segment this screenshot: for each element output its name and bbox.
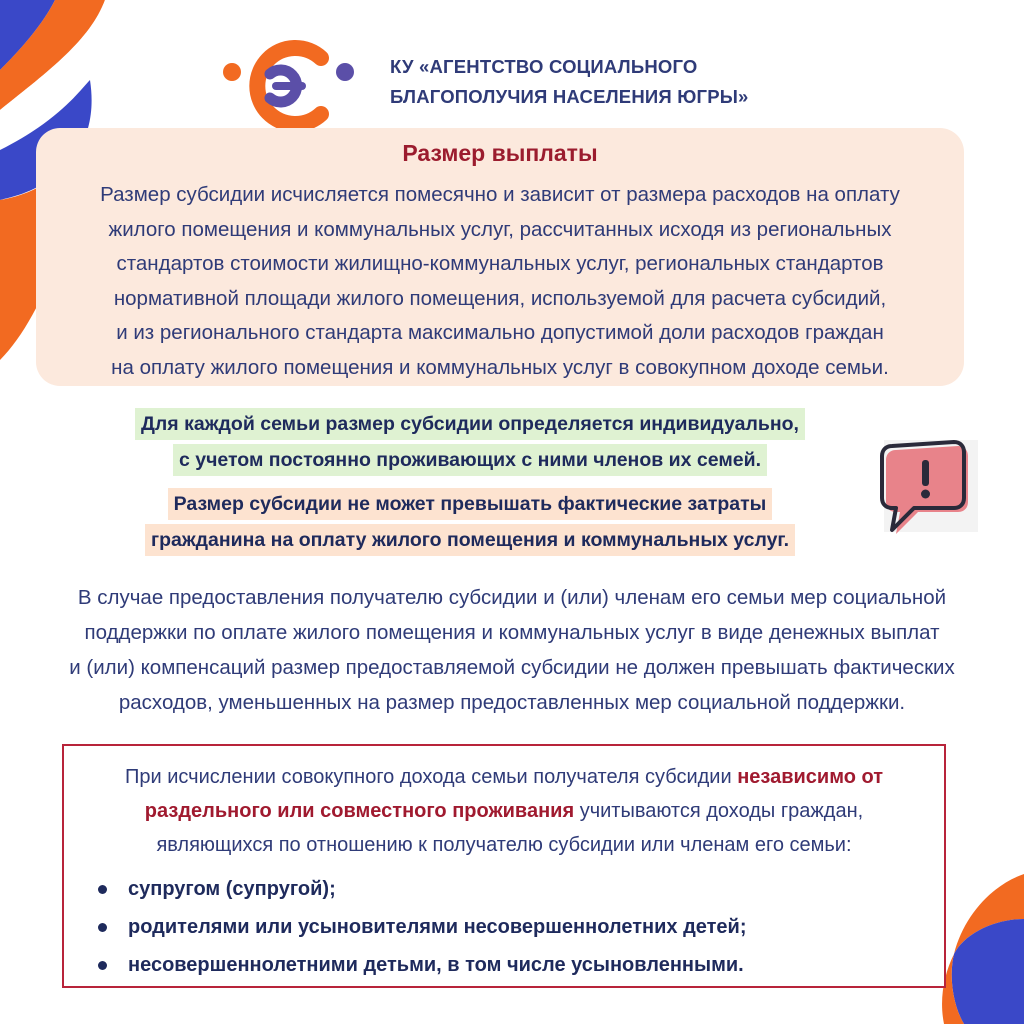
list-item: [98, 946, 747, 984]
card-text-line: Размер субсидии исчисляется помесячно и зависит от размера расходов на оплату: [100, 183, 900, 206]
list-item: [98, 870, 747, 908]
exclamation-speech-bubble-icon: [878, 436, 980, 544]
family-income-box: [62, 744, 946, 988]
income-intro-emphasis: независимо от раздельного или совместного проживания: [144, 766, 884, 822]
paragraph-line: В случае предоставления получателю субсидии и (или) членам его семьи мер социальной: [77, 586, 947, 609]
card-title: Размер выплаты: [402, 140, 598, 166]
card-text-line: нормативной площади жилого помещения, используемой для расчета субсидий,: [113, 286, 887, 310]
income-intro-part-1: При исчислении совокупного дохода семьи получателя субсидии: [124, 766, 738, 788]
agency-logo-icon: [218, 36, 358, 136]
agency-title-line-2: БЛАГОПОЛУЧИЯ НАСЕЛЕНИЯ ЮГРЫ»: [390, 86, 749, 107]
highlight-line: гражданина на оплату жилого помещения и коммунальных услуг.: [145, 524, 795, 556]
list-item-text: несовершеннолетними детьми, в том числе усыновленными.: [128, 954, 744, 976]
card-text-line: и из регионального стандарта максимально допустимой доли расходов граждан: [116, 321, 884, 344]
paragraph-line: и (или) компенсаций размер предоставляемой субсидии не должен превышать фактических: [69, 656, 955, 679]
social-support-paragraph: [10, 580, 1014, 720]
relatives-list: [98, 870, 747, 984]
agency-title-line-1: КУ «АГЕНТСТВО СОЦИАЛЬНОГО: [390, 56, 698, 77]
agency-title: [390, 52, 810, 112]
bullet-icon: [98, 923, 107, 932]
highlight-line: Размер субсидии не может превышать фактические затраты: [168, 488, 773, 520]
card-text: [56, 178, 944, 385]
subsidy-limit-note: [60, 488, 880, 560]
card-text-line: жилого помещения и коммунальных услуг, рассчитанных исходя из региональных: [108, 217, 892, 241]
decorative-ribbon-bottom-right: [934, 874, 1024, 1024]
list-item-text: родителями или усыновителями несовершеннолетних детей;: [128, 916, 747, 938]
highlight-line: с учетом постоянно проживающих с ними членов их семей.: [173, 444, 767, 476]
highlight-line: Для каждой семьи размер субсидии определяется индивидуально,: [135, 408, 805, 440]
income-intro-text: [84, 760, 924, 862]
income-intro-part-2: учитываются доходы граждан, являющихся по отношению к получателю субсидии или членам его семьи:: [156, 800, 864, 856]
bullet-icon: [98, 885, 107, 894]
paragraph-line: расходов, уменьшенных на размер предоставленных мер социальной поддержки.: [118, 691, 906, 714]
list-item-text: супругом (супругой);: [128, 878, 336, 900]
payment-size-card: [36, 128, 964, 386]
card-text-line: на оплату жилого помещения и коммунальных услуг в совокупном доходе семьи.: [111, 355, 889, 379]
individual-subsidy-note: [60, 408, 880, 480]
header: [218, 36, 778, 136]
bullet-icon: [98, 961, 107, 970]
paragraph-line: поддержки по оплате жилого помещения и коммунальных услуг в виде денежных выплат: [84, 621, 940, 644]
card-text-line: стандартов стоимости жилищно-коммунальных услуг, региональных стандартов: [116, 252, 884, 275]
list-item: [98, 908, 747, 946]
